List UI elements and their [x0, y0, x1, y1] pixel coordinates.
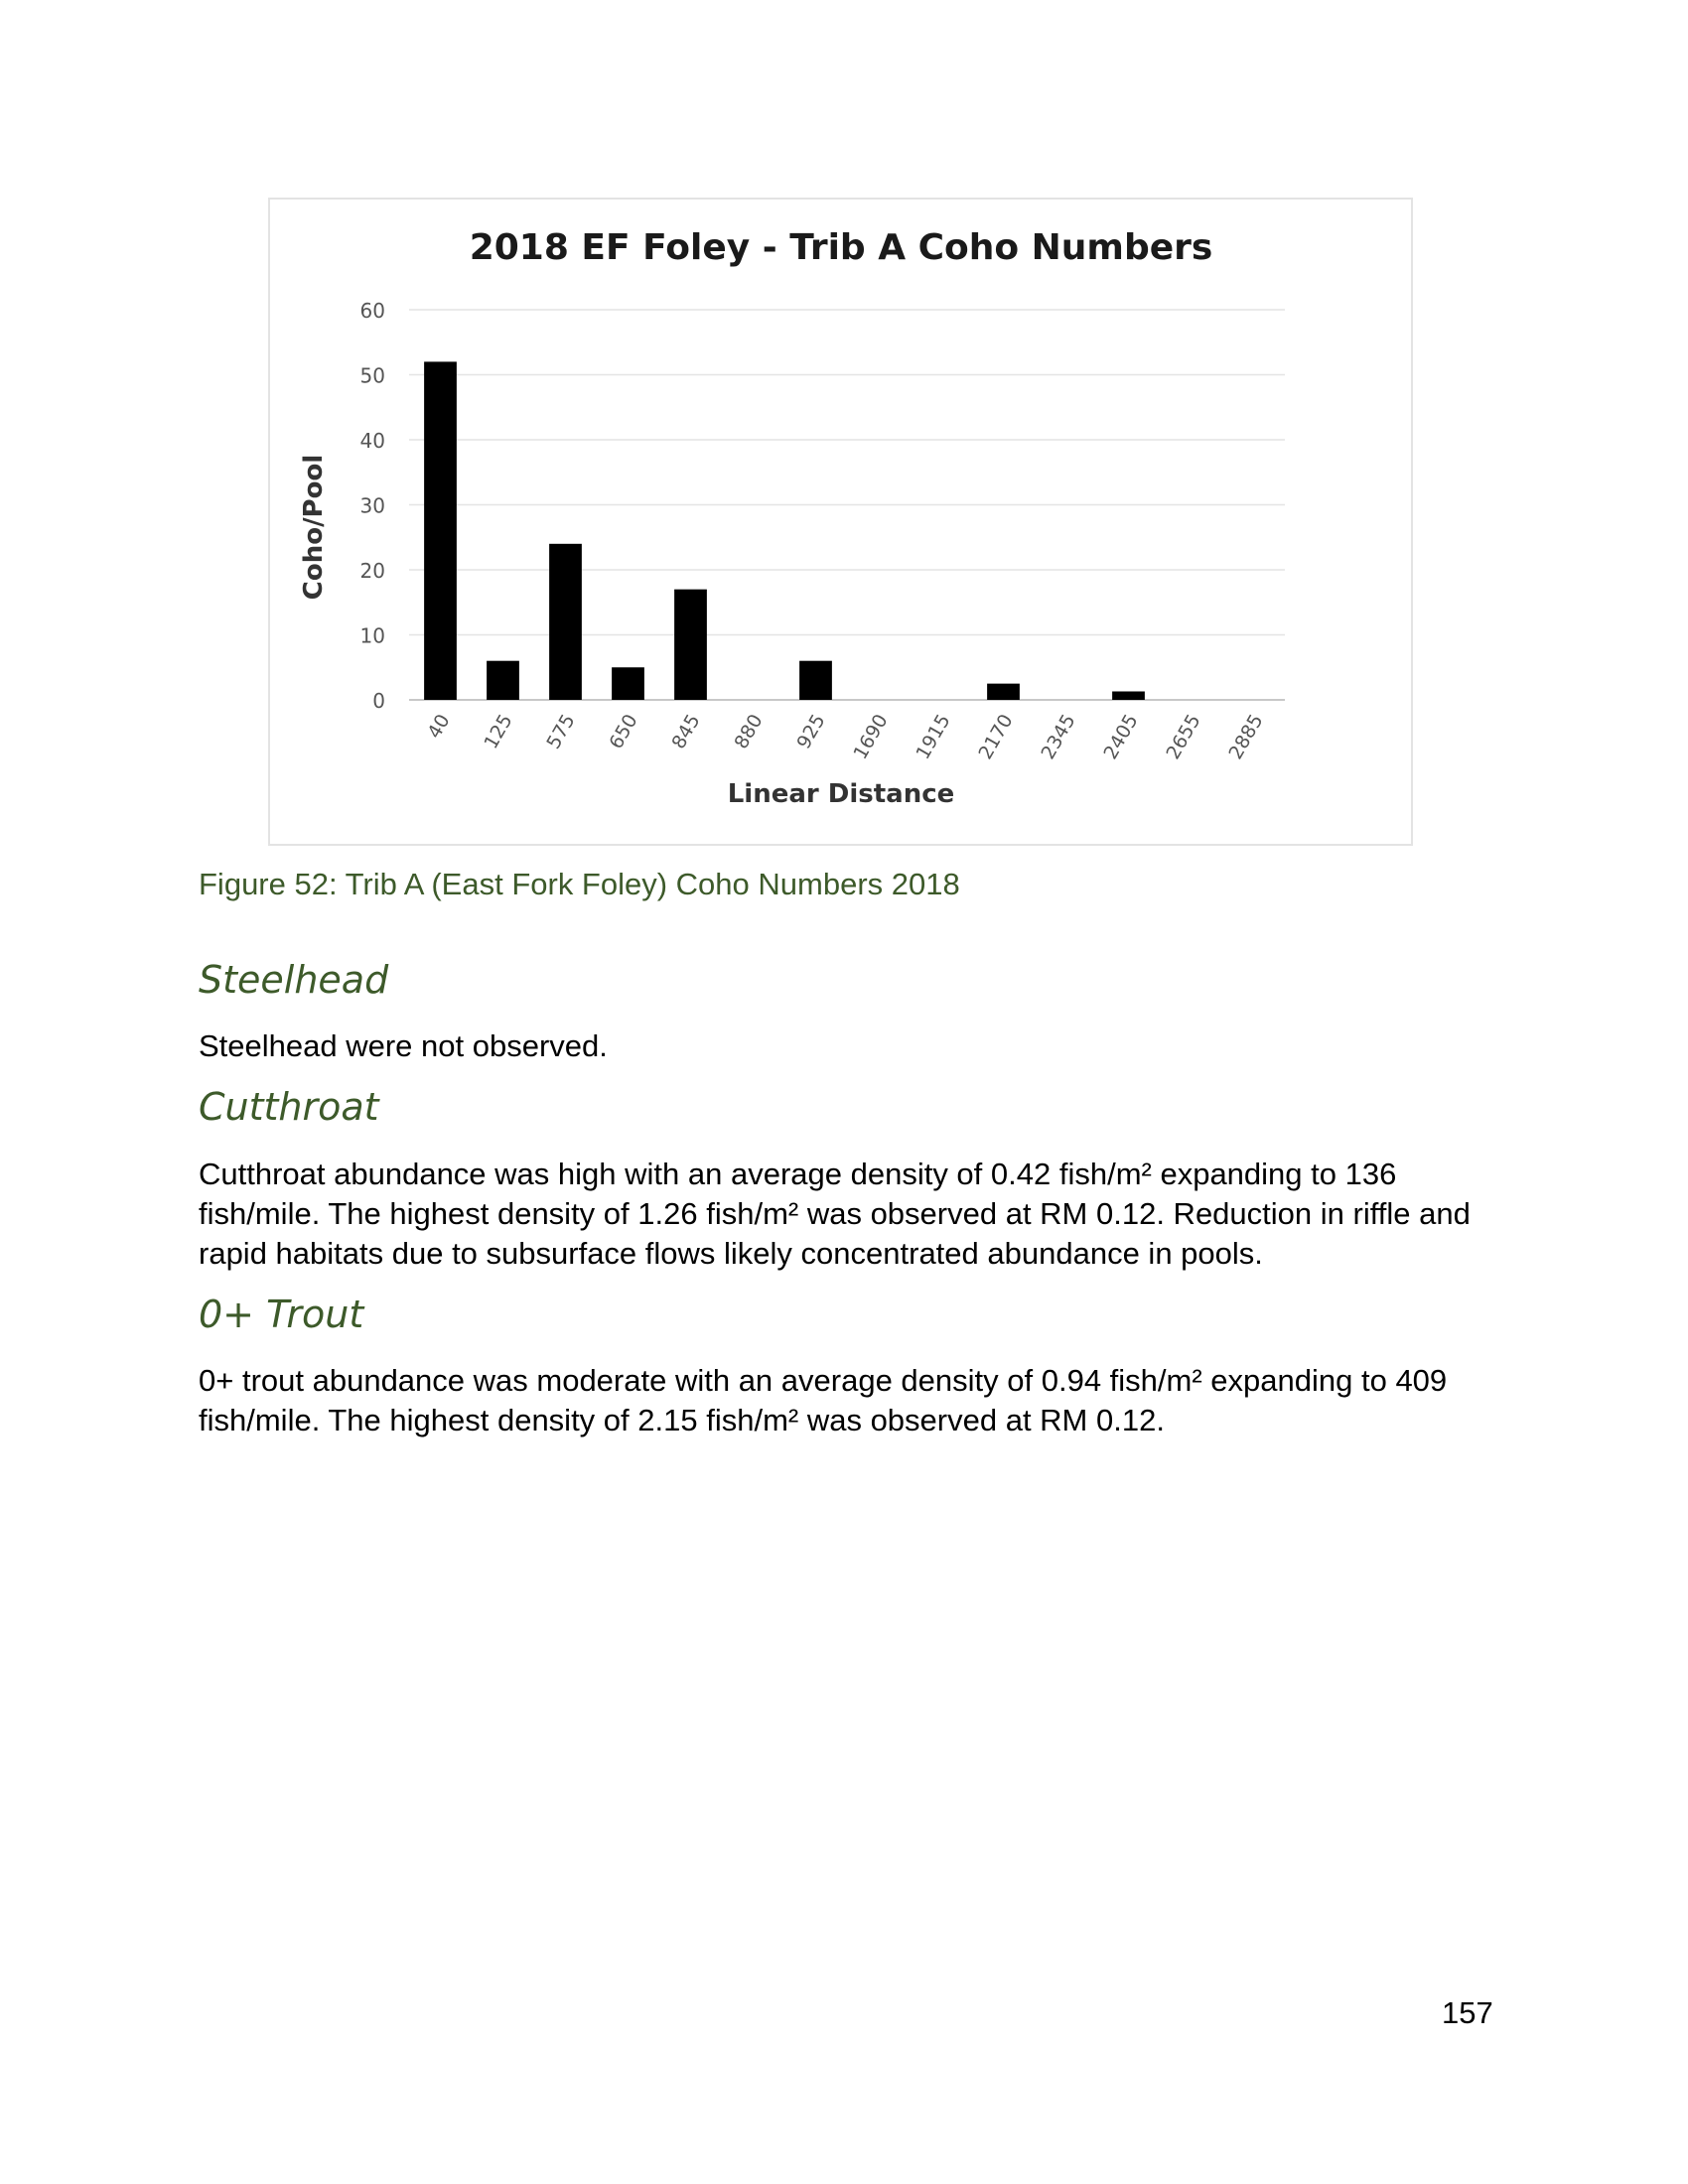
- steelhead-heading: Steelhead: [199, 958, 389, 1002]
- x-tick-label: 2345: [1037, 710, 1080, 763]
- x-tick-labels: [423, 711, 1267, 763]
- cutthroat-heading: Cutthroat: [199, 1085, 379, 1129]
- y-tick-label: 60: [359, 299, 385, 323]
- x-tick-label: 2655: [1162, 710, 1205, 763]
- chart-title: 2018 EF Foley - Trib A Coho Numbers: [469, 227, 1213, 268]
- y-tick-label: 50: [359, 363, 385, 388]
- gridlines: [409, 310, 1285, 700]
- y-tick-label: 10: [359, 623, 385, 648]
- x-tick-label: 125: [480, 710, 517, 753]
- y-tick-label: 40: [359, 429, 385, 453]
- x-tick-label: 880: [730, 710, 768, 753]
- y-tick-label: 30: [359, 493, 385, 518]
- bar-chart: [270, 200, 1412, 845]
- bar-650: [612, 667, 644, 700]
- x-tick-label: 40: [423, 710, 455, 743]
- trout-heading: 0+ Trout: [199, 1293, 364, 1336]
- trout-text: 0+ trout abundance was moderate with an average density of 0.94 fish/m² expanding to 409 fish/mile. The highest density of 2.15 fish/m² was observed at RM 0.12.: [199, 1363, 1448, 1437]
- y-axis-title: Coho/Pool: [299, 454, 329, 601]
- bar-925: [799, 661, 832, 700]
- cutthroat-text: Cutthroat abundance was high with an average density of 0.42 fish/m² expanding to 136 fish/mile. The highest density of 1.26 fish/m² was observed at RM 0.12. Reduction in riffle and rapid habitats due to subsurface flows likely concentrated abundance in pools.: [199, 1157, 1471, 1271]
- y-tick-label: 0: [372, 689, 385, 713]
- x-tick-label: 575: [542, 710, 580, 753]
- x-tick-label: 1690: [849, 710, 893, 763]
- bar-2170: [987, 684, 1020, 700]
- y-tick-labels: [360, 299, 385, 713]
- bar-845: [674, 590, 707, 700]
- bar-40: [424, 361, 457, 700]
- page-number: 157: [1442, 1995, 1493, 2030]
- x-tick-label: 2885: [1224, 710, 1268, 763]
- bars: [424, 361, 1145, 700]
- bar-125: [487, 661, 519, 700]
- x-tick-label: 845: [667, 710, 705, 753]
- x-tick-label: 2405: [1099, 710, 1143, 763]
- bar-575: [549, 544, 582, 700]
- x-axis-title: Linear Distance: [727, 779, 955, 809]
- bar-2405: [1112, 691, 1145, 700]
- x-tick-label: 2170: [974, 710, 1018, 763]
- figure-caption: Figure 52: Trib A (East Fork Foley) Coho Numbers 2018: [199, 867, 960, 901]
- x-tick-label: 1915: [912, 710, 955, 763]
- steelhead-text: Steelhead were not observed.: [199, 1028, 608, 1063]
- chart-container: [268, 198, 1413, 846]
- x-tick-label: 650: [605, 710, 642, 753]
- y-tick-label: 20: [359, 559, 385, 583]
- x-tick-label: 925: [792, 710, 830, 753]
